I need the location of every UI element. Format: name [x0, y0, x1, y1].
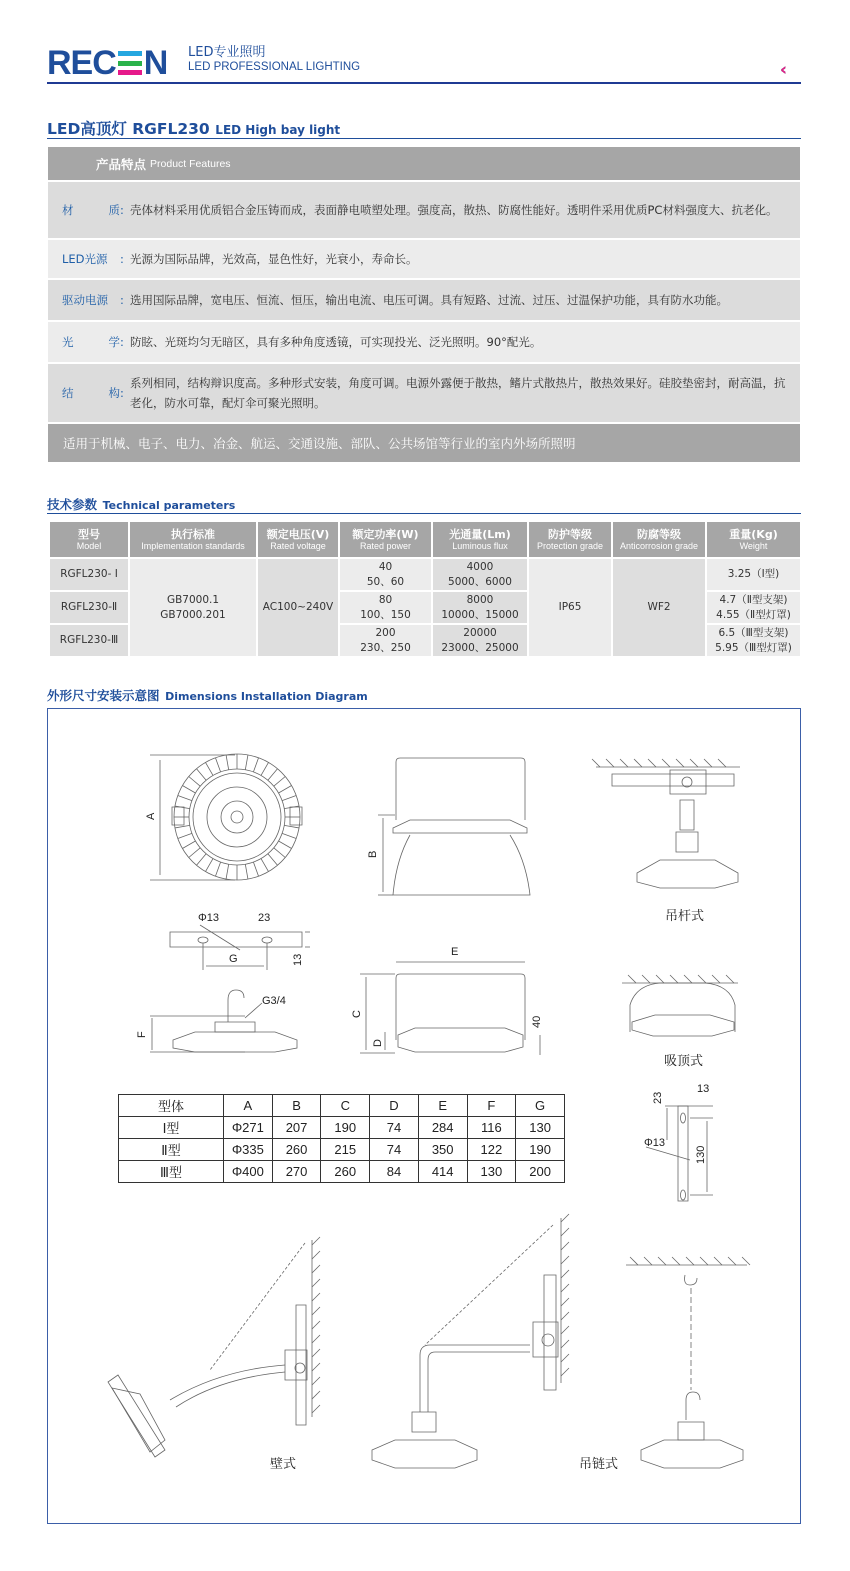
dims-cell: 190 [516, 1139, 565, 1161]
cell-flux: 8000 10000、15000 [432, 591, 528, 624]
table-row [119, 1161, 565, 1183]
feature-colon: : [120, 252, 124, 266]
dims-header-cell: A [224, 1095, 273, 1117]
dim-label-phi13: Φ13 [198, 912, 220, 924]
title-sub: LED High bay light [215, 123, 341, 137]
feature-text: 防眩、光斑均匀无暗区，具有多种角度透镜，可实现投光、泛光照明。90°配光。 [130, 335, 542, 349]
dim-label-phi13-b: Φ13 [644, 1137, 666, 1149]
cell-power: 40 50、60 [339, 558, 432, 591]
dim-label-13-b: 13 [697, 1083, 710, 1095]
feature-text: 选用国际品牌，宽电压、恒流、恒压，输出电流、电压可调。具有短路、过流、过压、过温保护功能，具有防水功能。 [130, 293, 728, 307]
dims-cell: 260 [272, 1139, 321, 1161]
dimensions-table [118, 1094, 565, 1183]
side-dimension-drawing [351, 946, 543, 1055]
reflector-drawing [367, 758, 530, 895]
th-weight: 重量(Kg) Weight [706, 521, 801, 558]
feature-text: 系列相同，结构辩识度高。多种形式安装，角度可调。电源外露便于散热，鳍片式散热片，散热效果好。硅胶垫密封，耐高温，抗老化，防水可靠，配灯伞可聚光照明。 [130, 376, 786, 410]
wall-mount-l-drawing [372, 1214, 569, 1468]
dims-cell: 215 [321, 1139, 370, 1161]
dim-label-d: D [372, 1039, 384, 1047]
dim-label-f: F [136, 1031, 148, 1038]
dims-cell: 260 [321, 1161, 370, 1183]
caption-pole-mount: 吊杆式 [665, 909, 705, 924]
feature-label: 结 构 [62, 386, 120, 400]
feature-colon: : [120, 386, 124, 400]
tech-title-en: Technical parameters [102, 499, 236, 512]
feature-label: 材 质 [62, 203, 120, 217]
dims-cell: 270 [272, 1161, 321, 1183]
cell-power: 200 230、250 [339, 624, 432, 657]
dims-header-cell: B [272, 1095, 321, 1117]
cell-weight: 4.7（Ⅱ型支架) 4.55（Ⅱ型灯罩) [706, 591, 801, 624]
tagline-cn: LED专业照明 [188, 45, 266, 60]
dimensions-title-en: Dimensions Installation Diagram [165, 690, 368, 703]
dim-label-40: 40 [531, 1015, 543, 1028]
dims-cell: Φ400 [224, 1161, 273, 1183]
dims-cell: 74 [370, 1139, 419, 1161]
dims-cell: Ⅲ型 [119, 1161, 224, 1183]
cell-model: RGFL230-Ⅱ [49, 591, 129, 624]
feature-colon: : [120, 203, 124, 217]
ceiling-mount-drawing [622, 975, 738, 1036]
dim-label-b: B [367, 850, 379, 858]
cell-flux: 4000 5000、6000 [432, 558, 528, 591]
th-flux: 光通量(Lm) Luminous flux [432, 521, 528, 558]
dims-cell: 74 [370, 1117, 419, 1139]
th-power: 额定功率(W) Rated power [339, 521, 432, 558]
features-footer: 适用于机械、电子、电力、冶金、航运、交通设施、部队、公共场馆等行业的室内外场所照明 [48, 424, 800, 462]
dimensions-title-cn: 外形尺寸安装示意图 [47, 688, 160, 703]
tech-title-cn: 技术参数 [47, 497, 98, 512]
cell-model: RGFL230- Ⅰ [49, 558, 129, 591]
chain-mount-drawing [626, 1257, 750, 1468]
cell-model: RGFL230-Ⅲ [49, 624, 129, 657]
feature-label: 驱动电源 [62, 293, 108, 307]
dims-cell: 350 [418, 1139, 467, 1161]
dim-label-g: G [229, 953, 238, 965]
dims-cell: 284 [418, 1117, 467, 1139]
dims-cell: 200 [516, 1161, 565, 1183]
dims-cell: 414 [418, 1161, 467, 1183]
dims-header-cell: E [418, 1095, 467, 1117]
caption-wall-mount: 壁式 [270, 1457, 297, 1472]
th-voltage: 额定电压(V) Rated voltage [257, 521, 339, 558]
feature-text: 光源为国际品牌，光效高，显色性好，光衰小，寿命长。 [130, 252, 418, 266]
dims-header-cell: 型体 [119, 1095, 224, 1117]
dim-label-c: C [351, 1010, 363, 1018]
dims-cell: Φ335 [224, 1139, 273, 1161]
caption-chain-mount: 吊链式 [579, 1457, 619, 1472]
dim-label-23: 23 [258, 912, 271, 924]
th-standards: 执行标准 Implementation standards [129, 521, 257, 558]
side-hook-drawing [136, 990, 297, 1052]
tagline-en: LED PROFESSIONAL LIGHTING [188, 60, 361, 73]
dims-header-cell: F [467, 1095, 516, 1117]
dim-label-g34: G3/4 [262, 995, 286, 1007]
feature-label: LED光源 [62, 252, 108, 266]
logo-text-right: N [143, 43, 168, 82]
features-header-cn: 产品特点 [96, 156, 147, 172]
dims-cell: 122 [467, 1139, 516, 1161]
bracket-small-drawing [644, 1083, 713, 1201]
dim-label-130: 130 [695, 1145, 707, 1164]
logo-text-left: REC [47, 43, 116, 82]
dims-cell: 207 [272, 1117, 321, 1139]
th-anticorrosion: 防腐等级 Anticorrosion grade [612, 521, 706, 558]
dims-header-cell: D [370, 1095, 419, 1117]
bracket-drawing [170, 912, 310, 970]
table-row [119, 1117, 565, 1139]
title-main: LED高顶灯 RGFL230 [47, 120, 210, 138]
cell-standards: GB7000.1 GB7000.201 [129, 558, 257, 657]
dim-label-13: 13 [292, 953, 304, 966]
top-view-drawing [145, 754, 302, 880]
cell-power: 80 100、150 [339, 591, 432, 624]
dims-cell: Φ271 [224, 1117, 273, 1139]
dims-cell: Ⅱ型 [119, 1139, 224, 1161]
cell-weight: 3.25（Ⅰ型) [706, 558, 801, 591]
dims-cell: 116 [467, 1117, 516, 1139]
th-model: 型号 Model [49, 521, 129, 558]
dims-cell: 190 [321, 1117, 370, 1139]
dim-label-a: A [145, 812, 157, 820]
dims-header-row [119, 1095, 565, 1117]
dims-cell: 84 [370, 1161, 419, 1183]
dims-header-cell: C [321, 1095, 370, 1117]
th-protection: 防护等级 Protection grade [528, 521, 612, 558]
wall-mount-angled-drawing [108, 1237, 320, 1457]
cell-anticorrosion: WF2 [612, 558, 706, 657]
dims-cell: 130 [467, 1161, 516, 1183]
cell-voltage: AC100~240V [257, 558, 339, 657]
feature-colon: : [120, 335, 124, 349]
pole-mount-drawing [592, 759, 740, 888]
feature-colon: : [120, 293, 124, 307]
cell-flux: 20000 23000、25000 [432, 624, 528, 657]
features-header-en: Product Features [150, 157, 231, 170]
dims-cell: Ⅰ型 [119, 1117, 224, 1139]
dims-cell: 130 [516, 1117, 565, 1139]
dims-header-cell: G [516, 1095, 565, 1117]
feature-label: 光 学 [62, 335, 120, 349]
feature-text: 壳体材料采用优质铝合金压铸而成，表面静电喷塑处理。强度高，散热、防腐性能好。透明件采用优质PC材料强度大、抗老化。 [130, 203, 778, 217]
cell-weight: 6.5（Ⅲ型支架) 5.95（Ⅲ型灯罩) [706, 624, 801, 657]
dim-label-e: E [451, 946, 459, 958]
caption-ceiling-mount: 吸顶式 [664, 1054, 704, 1069]
table-row [119, 1139, 565, 1161]
dim-label-23-b: 23 [652, 1091, 664, 1104]
cell-protection: IP65 [528, 558, 612, 657]
